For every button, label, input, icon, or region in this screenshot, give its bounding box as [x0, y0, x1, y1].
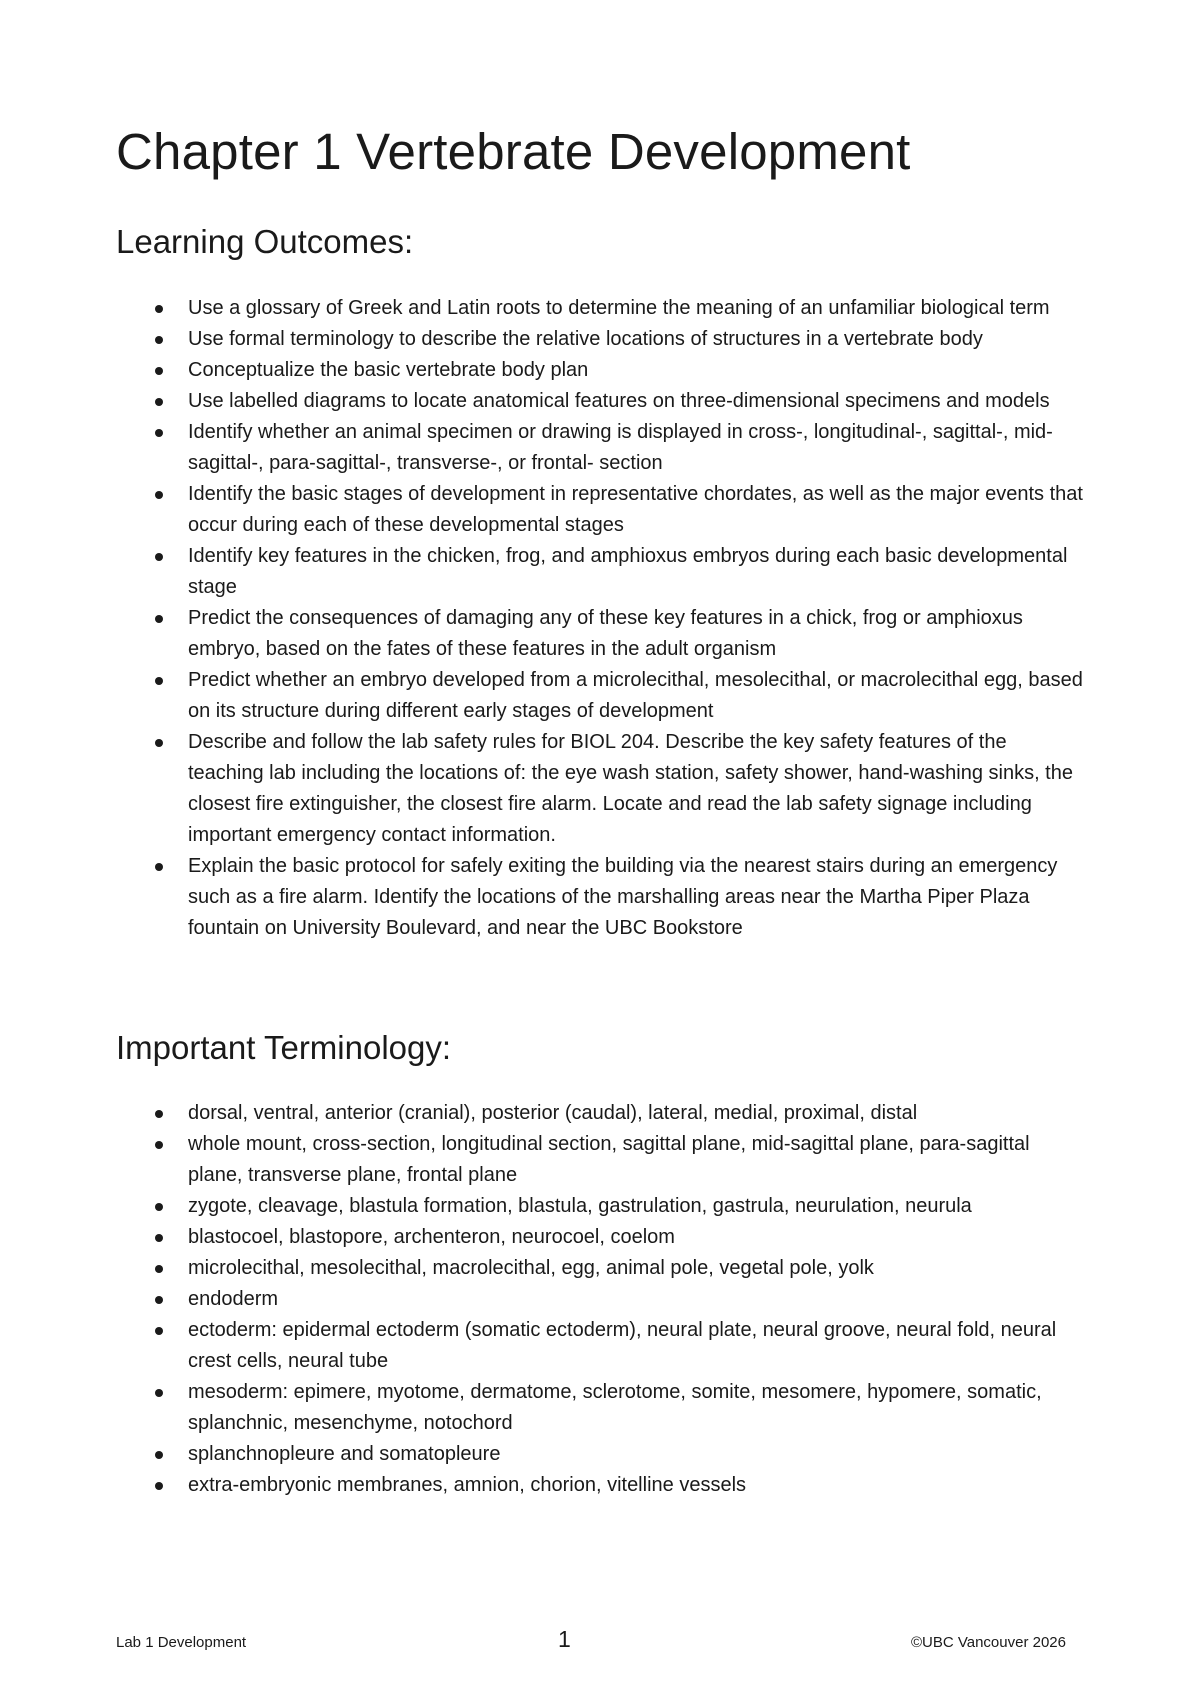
- bullet-icon: [155, 1265, 163, 1273]
- list-item: [146, 386, 1086, 417]
- bullet-icon: [155, 305, 163, 313]
- terminology-list: [146, 1098, 1086, 1501]
- bullet-icon: [155, 491, 163, 499]
- bullet-icon: [155, 1141, 163, 1149]
- list-item-text: microlecithal, mesolecithal, macrolecithal, egg, animal pole, vegetal pole, yolk: [188, 1257, 874, 1279]
- list-item: [146, 1470, 1086, 1501]
- list-item: [146, 417, 1086, 479]
- list-item: [146, 1098, 1086, 1129]
- bullet-icon: [155, 1110, 163, 1118]
- list-item-text: Conceptualize the basic vertebrate body plan: [188, 359, 589, 381]
- list-item: [146, 293, 1086, 324]
- terminology-heading: Important Terminology:: [116, 1029, 452, 1066]
- bullet-icon: [155, 336, 163, 344]
- bullet-icon: [155, 1203, 163, 1211]
- bullet-icon: [155, 553, 163, 561]
- list-item-text: dorsal, ventral, anterior (cranial), posterior (caudal), lateral, medial, proximal, distal: [188, 1102, 918, 1124]
- bullet-icon: [155, 367, 163, 375]
- list-item: [146, 851, 1086, 944]
- list-item: [146, 324, 1086, 355]
- bullet-icon: [155, 615, 163, 623]
- list-item: [146, 665, 1086, 727]
- list-item-text: zygote, cleavage, blastula formation, blastula, gastrulation, gastrula, neurulation, neurula: [188, 1195, 972, 1217]
- list-item-text: Explain the basic protocol for safely exiting the building via the nearest stairs during an emergency such as a fire alarm. Identify the locations of the marshalling areas near the Martha Piper Plaza fountain on University Boulevard, and near the UBC Bookstore: [188, 855, 1058, 939]
- list-item-text: Predict the consequences of damaging any of these key features in a chick, frog or amphioxus embryo, based on the fates of these features in the adult organism: [188, 607, 1023, 660]
- list-item-text: splanchnopleure and somatopleure: [188, 1443, 501, 1465]
- list-item: [146, 603, 1086, 665]
- bullet-icon: [155, 677, 163, 685]
- list-item-text: whole mount, cross-section, longitudinal section, sagittal plane, mid-sagittal plane, para-sagittal plane, transverse plane, frontal plane: [188, 1133, 1030, 1186]
- list-item: [146, 1315, 1086, 1377]
- bullet-icon: [155, 1234, 163, 1242]
- list-item-text: Identify the basic stages of development in representative chordates, as well as the major events that occur during each of these developmental stages: [188, 483, 1083, 536]
- bullet-icon: [155, 1451, 163, 1459]
- list-item-text: Describe and follow the lab safety rules for BIOL 204. Describe the key safety features of the teaching lab including the locations of: the eye wash station, safety shower, hand-washing sinks, the closest fire extinguisher, the closest fire alarm. Locate and read the lab safety signage including important emergency contact information.: [188, 731, 1073, 846]
- bullet-icon: [155, 1296, 163, 1304]
- bullet-icon: [155, 398, 163, 406]
- page-number: 1: [558, 1626, 571, 1652]
- list-item: [146, 1253, 1086, 1284]
- footer-lab-label: Lab 1 Development: [116, 1634, 247, 1651]
- list-item-text: endoderm: [188, 1288, 279, 1310]
- learning-outcomes-heading: Learning Outcomes:: [116, 223, 414, 260]
- list-item: [146, 727, 1086, 851]
- bullet-icon: [155, 739, 163, 747]
- list-item-text: ectoderm: epidermal ectoderm (somatic ectoderm), neural plate, neural groove, neural fold, neural crest cells, neural tube: [188, 1319, 1057, 1372]
- list-item-text: Use formal terminology to describe the relative locations of structures in a vertebrate body: [188, 328, 983, 350]
- footer-copyright: ©UBC Vancouver 2026: [910, 1634, 1066, 1651]
- list-item: [146, 355, 1086, 386]
- bullet-icon: [155, 1327, 163, 1335]
- list-item-text: mesoderm: epimere, myotome, dermatome, sclerotome, somite, mesomere, hypomere, somatic, splanchnic, mesenchyme, notochord: [188, 1381, 1042, 1434]
- learning-outcomes-list: [146, 293, 1086, 944]
- list-item-text: blastocoel, blastopore, archenteron, neurocoel, coelom: [188, 1226, 675, 1248]
- bullet-icon: [155, 1482, 163, 1490]
- list-item: [146, 541, 1086, 603]
- list-item-text: extra-embryonic membranes, amnion, chorion, vitelline vessels: [188, 1474, 747, 1496]
- list-item-text: Use labelled diagrams to locate anatomical features on three-dimensional specimens and models: [188, 390, 1050, 412]
- list-item: [146, 1439, 1086, 1470]
- list-item: [146, 479, 1086, 541]
- list-item-text: Predict whether an embryo developed from a microlecithal, mesolecithal, or macrolecithal egg, based on its structure during different early stages of development: [188, 669, 1083, 722]
- bullet-icon: [155, 429, 163, 437]
- list-item: [146, 1377, 1086, 1439]
- bullet-icon: [155, 1389, 163, 1397]
- list-item: [146, 1129, 1086, 1191]
- list-item-text: Identify whether an animal specimen or drawing is displayed in cross-, longitudinal-, sagittal-, mid-sagittal-, para-sagittal-, transverse-, or frontal- section: [188, 421, 1053, 474]
- list-item-text: Use a glossary of Greek and Latin roots to determine the meaning of an unfamiliar biological term: [188, 297, 1050, 319]
- list-item: [146, 1284, 1086, 1315]
- list-item: [146, 1222, 1086, 1253]
- list-item: [146, 1191, 1086, 1222]
- page-title: Chapter 1 Vertebrate Development: [116, 123, 911, 180]
- bullet-icon: [155, 863, 163, 871]
- list-item-text: Identify key features in the chicken, frog, and amphioxus embryos during each basic developmental stage: [188, 545, 1068, 598]
